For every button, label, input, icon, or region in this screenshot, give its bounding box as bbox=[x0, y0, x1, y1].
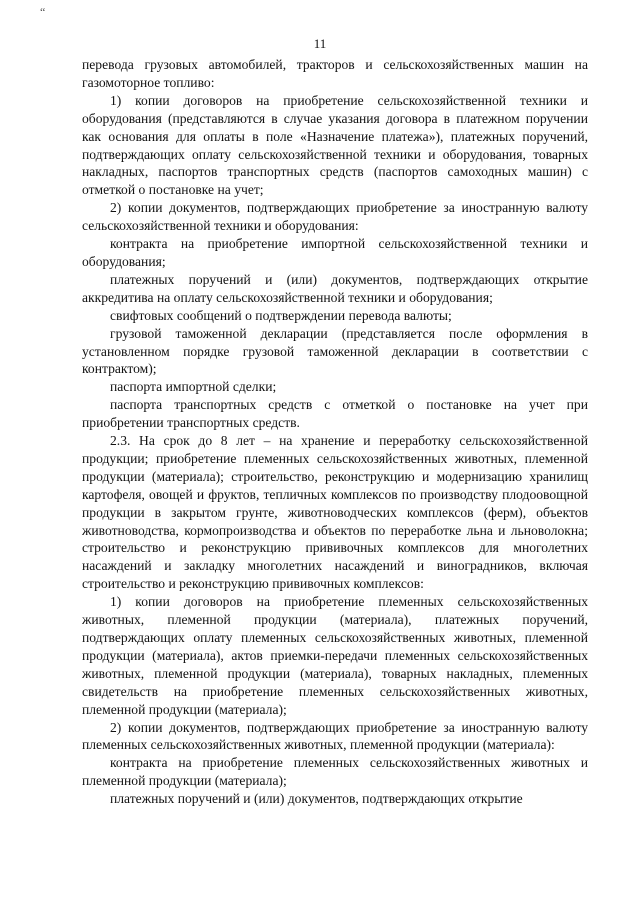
paragraph: 2) копии документов, подтверждающих приобретение за иностранную валюту племенных сельскохозяйственных животных, племенной продукции (материала): bbox=[82, 719, 588, 753]
document-body bbox=[82, 56, 588, 808]
paragraph: платежных поручений и (или) документов, подтверждающих открытие bbox=[110, 791, 523, 807]
paragraph: свифтовых сообщений о подтверждении перевода валюты; bbox=[110, 307, 452, 323]
paragraph: контракта на приобретение племенных сельскохозяйственных животных и племенной продукции (материала); bbox=[82, 755, 588, 789]
paragraph: паспорта импортной сделки; bbox=[110, 379, 277, 395]
corner-mark: “ bbox=[40, 5, 46, 19]
page-number: 11 bbox=[313, 36, 327, 51]
paragraph: перевода грузовых автомобилей, тракторов и сельскохозяйственных машин на газомоторное топливо: bbox=[82, 57, 588, 90]
paragraph: контракта на приобретение импортной сельскохозяйственной техники и оборудования; bbox=[82, 236, 588, 269]
paragraph: паспорта транспортных средств с отметкой о постановке на учет при приобретении транспортных средств. bbox=[82, 397, 588, 431]
paragraph: платежных поручений и (или) документов, подтверждающих открытие аккредитива на оплату сельскохозяйственной техники и оборудования; bbox=[82, 271, 588, 305]
paragraph: 2.3. На срок до 8 лет – на хранение и переработку сельскохозяйственной продукции; приобретение племенных сельскохозяйственных животных, племенной продукции (материала); строительство, реконструкцию и модернизацию хранилищ картофеля, овощей и фруктов, тепличных комплексов по производству плодоовощной продукции в закрытом грунте, животноводческих комплексов (ферм), объектов животноводства, кормопроизводства и объектов по переработке льна и льноволокна; строительство и реконструкцию прививочных комплексов для многолетних насаждений и закладку многолетних насаждений и виноградников, включая строительство и реконструкцию прививочных комплексов: bbox=[82, 433, 588, 592]
paragraph: 1) копии договоров на приобретение сельскохозяйственной техники и оборудования (представляются в случае указания договора в платежном поручении как основания для оплаты в поле «Назначение платежа»), платежных поручений, подтверждающих оплату сельскохозяйственной техники и оборудования, товарных накладных, паспортов транспортных средств (паспортов самоходных машин) с отметкой о постановке на учет; bbox=[82, 92, 588, 198]
paragraph: грузовой таможенной декларации (представляется после оформления в установленном порядке грузовой таможенной декларации в соответствии с контрактом); bbox=[82, 325, 588, 377]
paragraph: 2) копии документов, подтверждающих приобретение за иностранную валюту сельскохозяйственной техники и оборудования: bbox=[82, 200, 588, 234]
paragraph: 1) копии договоров на приобретение племенных сельскохозяйственных животных, племенной продукции (материала), платежных поручений, подтверждающих оплату племенных сельскохозяйственных животных, племенной продукции (материала), актов приемки-передачи племенных сельскохозяйственных животных, племенной продукции (материала), товарных накладных, племенных свидетельств на приобретение племенных сельскохозяйственных животных, племенной продукции (материала); bbox=[82, 594, 588, 717]
